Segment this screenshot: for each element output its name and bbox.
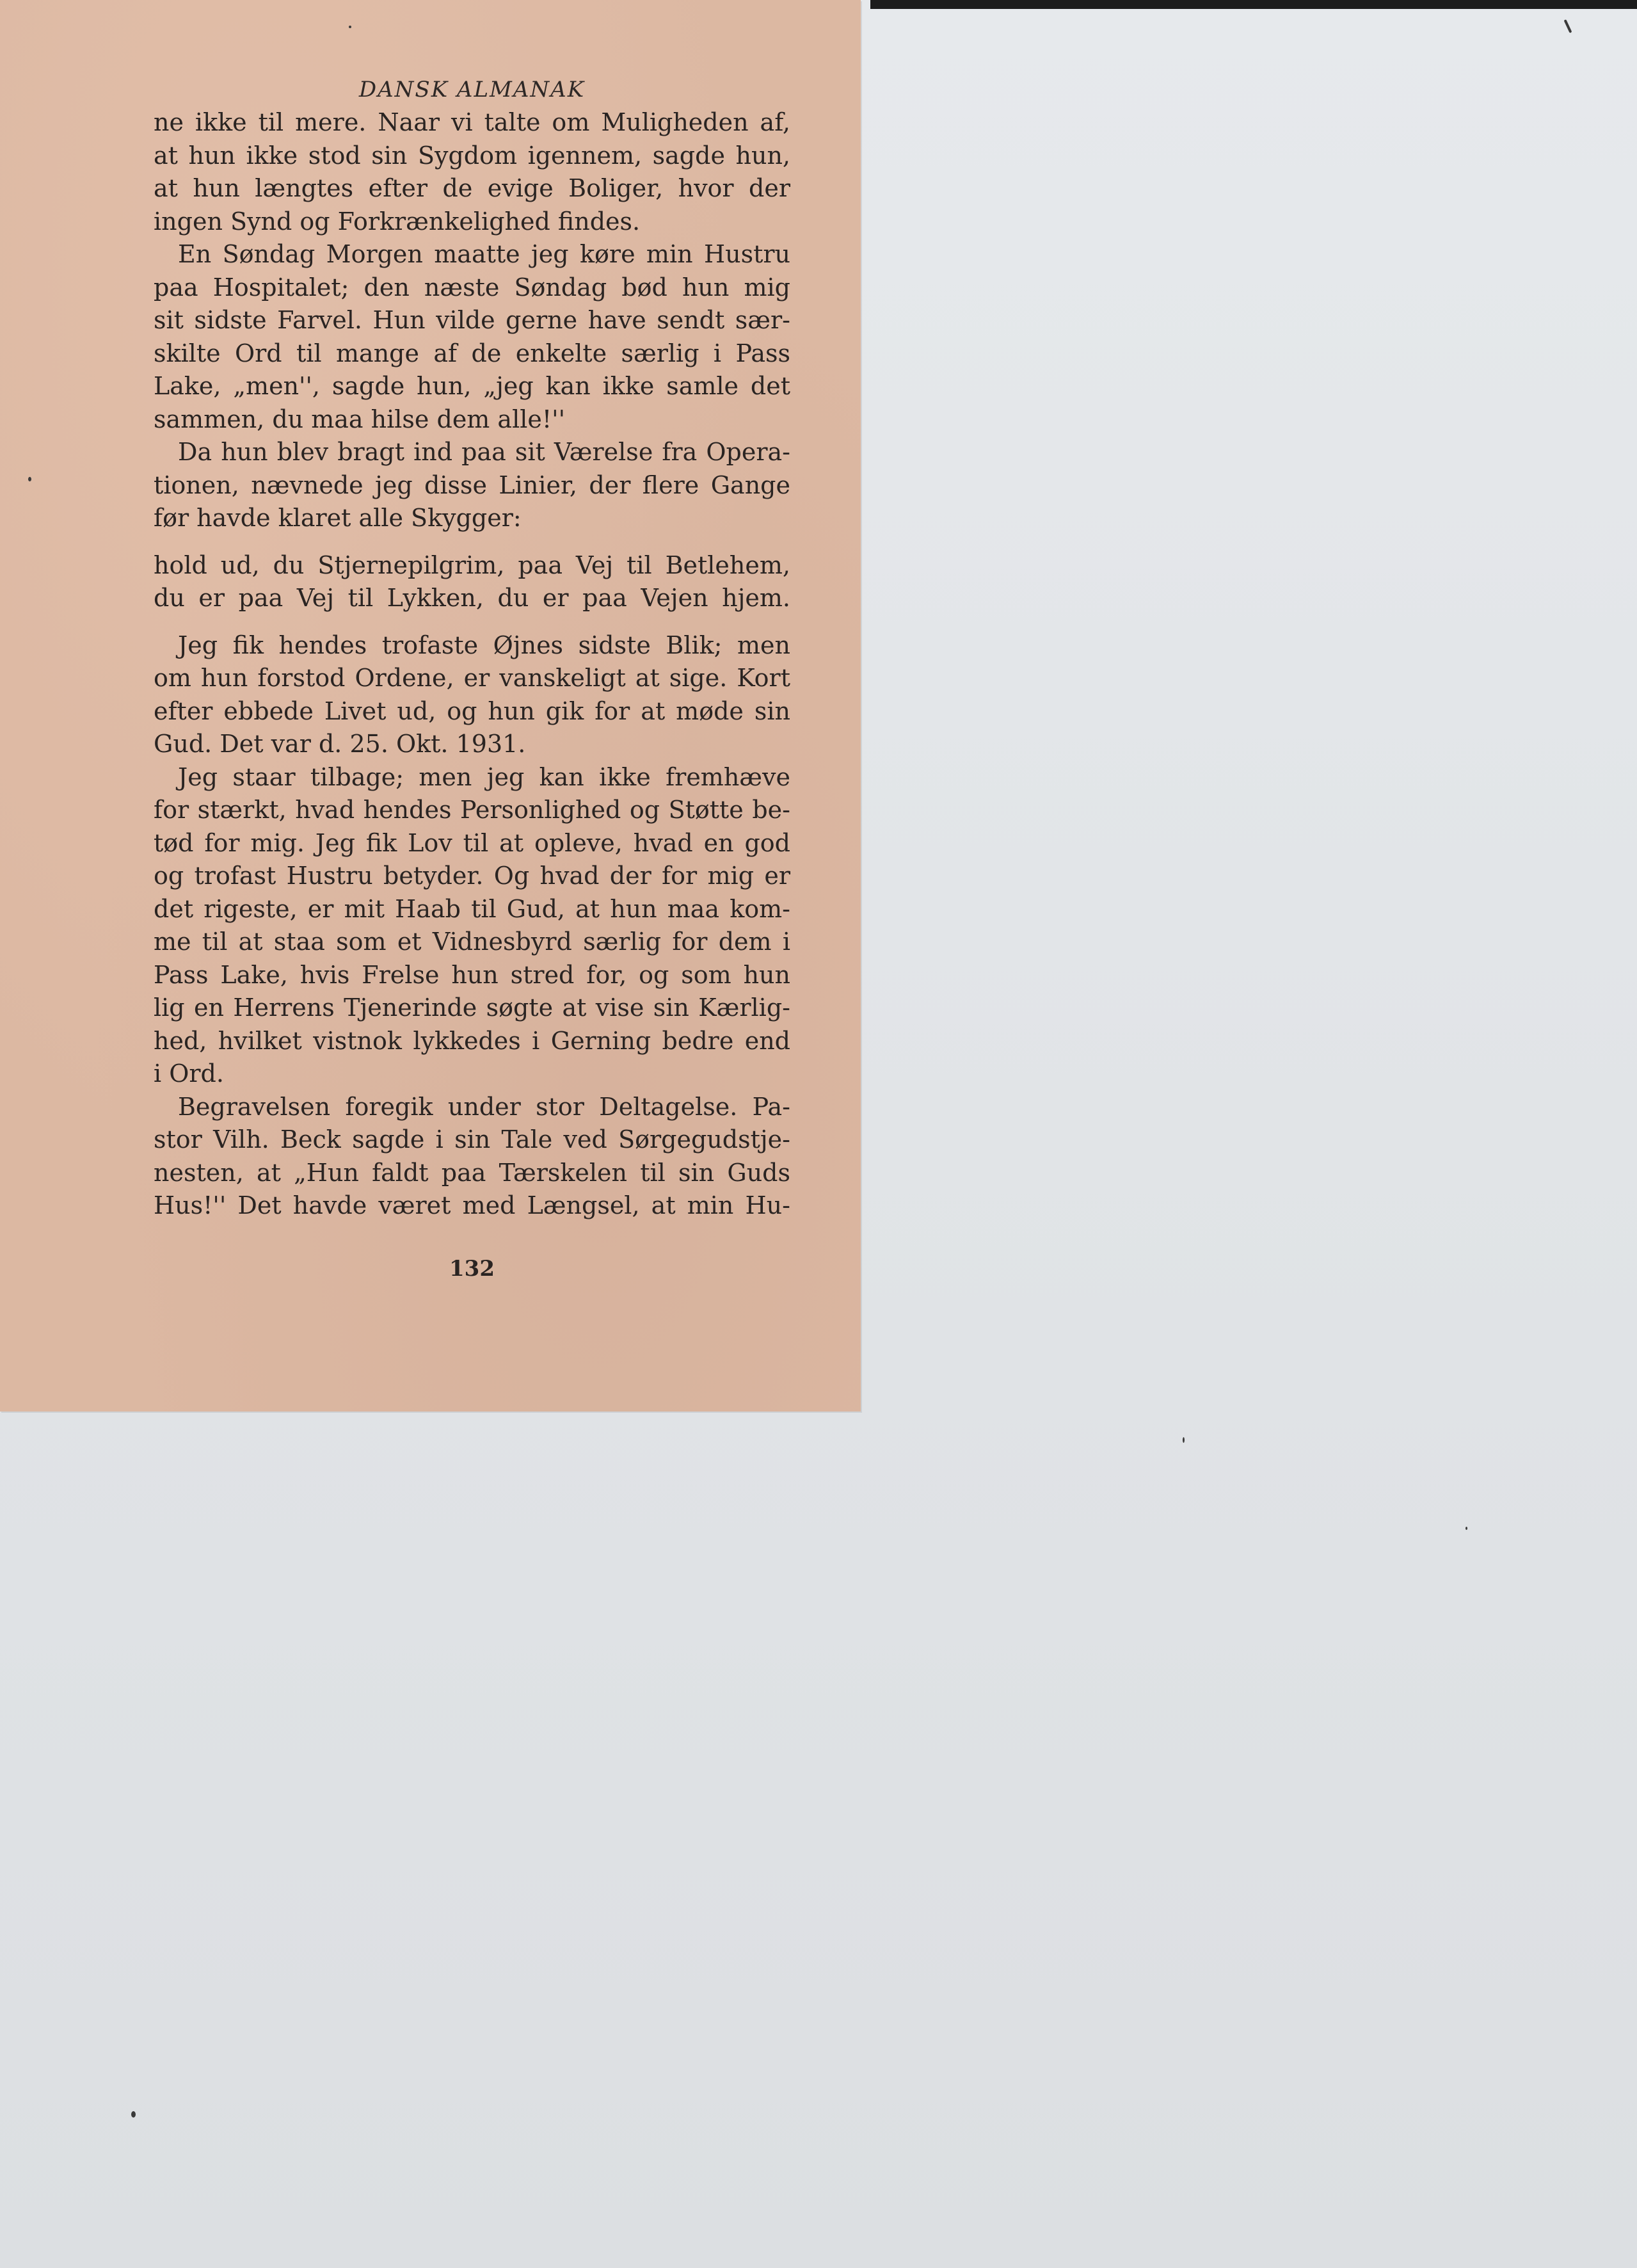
text-line: tød for mig. Jeg fik Lov til at opleve, hvad en god (154, 828, 790, 857)
dust-speck (349, 26, 351, 28)
text-line: at hun længtes efter de evige Boliger, hvor der (154, 174, 790, 202)
paragraph (154, 436, 790, 535)
running-head: DANSK ALMANAK (358, 77, 586, 102)
body-text-before-verse (154, 106, 790, 535)
verse-line: hold ud, du Stjernepilgrim, paa Vej til Betlehem, (154, 551, 790, 579)
text-line: Hus!'' Det havde været med Længsel, at min Hu- (154, 1191, 790, 1219)
dust-speck (1183, 1437, 1185, 1443)
text-line: lig en Herrens Tjenerinde søgte at vise sin Kærlig- (154, 993, 790, 1022)
verse-quote (154, 549, 790, 615)
text-line: paa Hospitalet; den næste Søndag bød hun mig (154, 273, 790, 302)
text-line: Pass Lake, hvis Frelse hun stred for, og som hun (154, 960, 790, 989)
text-line: Da hun blev bragt ind paa sit Værelse fra Opera- (178, 438, 790, 466)
text-line: om hun forstod Ordene, er vanskeligt at sige. Kort (154, 664, 790, 692)
text-line: hed, hvilket vistnok lykkedes i Gerning bedre end (154, 1026, 790, 1055)
text-line: Jeg staar tilbage; men jeg kan ikke fremhæve (178, 762, 790, 791)
text-line: skilte Ord til mange af de enkelte særlig i Pass (154, 339, 790, 367)
text-line: ingen Synd og Forkrænkelighed findes. (154, 207, 641, 236)
verse-line: du er paa Vej til Lykken, du er paa Vejen hjem. (154, 584, 790, 612)
text-line: Jeg fik hendes trofaste Øjnes sidste Blik; men (178, 631, 790, 659)
paragraph (154, 761, 790, 1091)
text-line: før havde klaret alle Skygger: (154, 504, 522, 532)
text-line: for stærkt, hvad hendes Personlighed og Støtte be- (154, 796, 790, 824)
scanned-page (0, 0, 861, 1411)
dust-speck (28, 477, 31, 481)
paragraph (154, 106, 790, 238)
scanner-lid-edge (870, 0, 1637, 9)
paragraph (154, 1091, 790, 1223)
text-line: sammen, du maa hilse dem alle!'' (154, 405, 566, 433)
page-number: 132 (449, 1256, 495, 1282)
text-line: ne ikke til mere. Naar vi talte om Muligheden af, (154, 108, 790, 136)
text-line: me til at staa som et Vidnesbyrd særlig for dem i (154, 928, 790, 956)
text-line: sit sidste Farvel. Hun vilde gerne have sendt sær- (154, 306, 790, 334)
text-line: i Ord. (154, 1059, 224, 1088)
paragraph (154, 629, 790, 761)
text-line: og trofast Hustru betyder. Og hvad der for mig er (154, 862, 790, 890)
text-line: efter ebbede Livet ud, og hun gik for at møde sin (154, 696, 790, 725)
text-line: Begravelsen foregik under stor Deltagelse. Pa- (178, 1092, 790, 1121)
text-line: det rigeste, er mit Haab til Gud, at hun maa kom- (154, 894, 790, 923)
dust-speck (1465, 1527, 1467, 1530)
dust-speck (131, 2111, 136, 2118)
page-text-block (154, 77, 790, 1223)
text-line: nesten, at „Hun faldt paa Tærskelen til sin Guds (154, 1158, 790, 1187)
text-line: at hun ikke stod sin Sygdom igennem, sagde hun, (154, 141, 790, 170)
paragraph (154, 238, 790, 436)
text-line: En Søndag Morgen maatte jeg køre min Hustru (178, 240, 790, 268)
text-line: Gud. Det var d. 25. Okt. 1931. (154, 730, 526, 758)
text-line: Lake, „men'', sagde hun, „jeg kan ikke samle det (154, 372, 790, 400)
body-text-after-verse (154, 629, 790, 1223)
text-line: stor Vilh. Beck sagde i sin Tale ved Sørgegudstje- (154, 1125, 790, 1154)
text-line: tionen, nævnede jeg disse Linier, der flere Gange (154, 470, 790, 499)
